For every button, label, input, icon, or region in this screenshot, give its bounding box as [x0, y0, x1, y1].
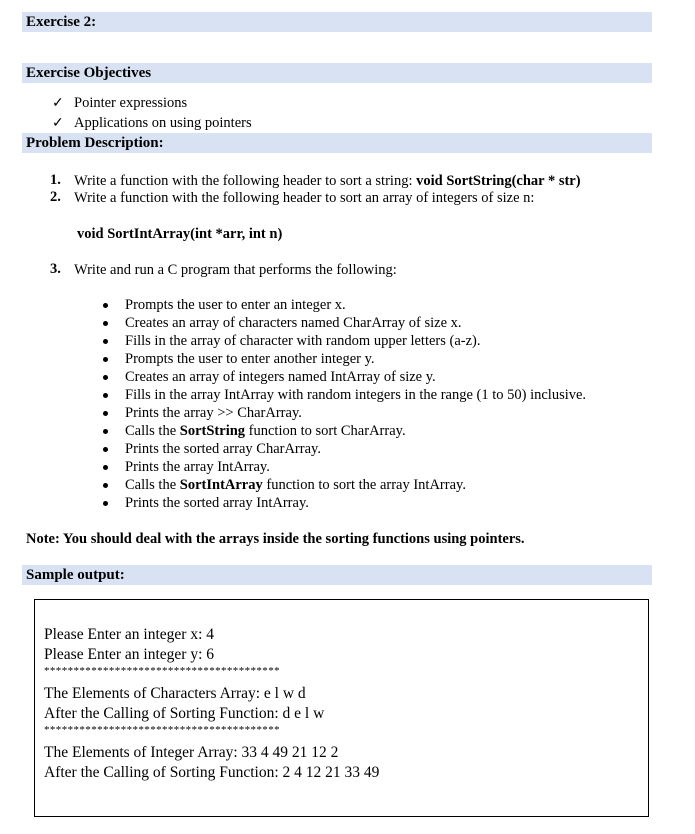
note-text: Note: You should deal with the arrays inside the sorting functions using pointers.	[26, 531, 525, 547]
bullet11-pre: Calls the	[125, 477, 180, 493]
output-line: Please Enter an integer y: 6	[44, 646, 215, 663]
list-number: 1.	[50, 172, 61, 188]
item1-code: void SortString(char * str)	[416, 173, 581, 189]
list-number: 3.	[50, 261, 61, 277]
output-separator: ****************************************	[44, 665, 280, 677]
bullet8-pre: Calls the	[125, 423, 180, 439]
list-item: Prompts the user to enter another integer y.	[125, 351, 375, 367]
bullet-icon	[103, 483, 108, 488]
bullet-icon	[103, 501, 108, 506]
bullet-icon	[103, 465, 108, 470]
list-item: Creates an array of characters named CharArray of size x.	[125, 315, 462, 331]
list-item: Prints the sorted array IntArray.	[125, 495, 309, 511]
bullet-icon	[103, 339, 108, 344]
output-line: After the Calling of Sorting Function: d e l w	[44, 705, 325, 722]
list-item: Prints the sorted array CharArray.	[125, 441, 321, 457]
output-line: Please Enter an integer x: 4	[44, 626, 215, 643]
output-line: The Elements of Integer Array: 33 4 49 21 12 2	[44, 744, 339, 761]
output-separator: ****************************************	[44, 724, 280, 736]
bullet8-function: SortString	[179, 423, 246, 439]
objective-item: Pointer expressions	[74, 95, 188, 111]
list-item	[125, 476, 466, 494]
output-line: After the Calling of Sorting Function: 2 4 12 21 33 49	[44, 764, 380, 781]
problem-item-2: Write a function with the following header to sort an array of integers of size n:	[74, 190, 535, 206]
sortintarray-signature: void SortIntArray(int *arr, int n)	[77, 226, 283, 242]
sample-output-heading: Sample output:	[22, 565, 652, 585]
checkmark-icon: ✓	[52, 116, 64, 131]
bullet-icon	[103, 321, 108, 326]
problem-item-3: Write and run a C program that performs the following:	[74, 262, 397, 278]
bullet-icon	[103, 375, 108, 380]
bullet11-function: SortIntArray	[179, 477, 263, 493]
bullet-icon	[103, 357, 108, 362]
objectives-heading: Exercise Objectives	[22, 63, 652, 83]
bullet8-post: function to sort CharArray.	[245, 423, 406, 439]
problem-item-1	[74, 172, 581, 190]
bullet-icon	[103, 393, 108, 398]
list-number: 2.	[50, 189, 61, 205]
bullet11-post: function to sort the array IntArray.	[262, 477, 466, 493]
checkmark-icon: ✓	[52, 96, 64, 111]
bullet-icon	[103, 447, 108, 452]
list-item: Creates an array of integers named IntArray of size y.	[125, 369, 436, 385]
bullet-icon	[103, 429, 108, 434]
item1-text: Write a function with the following header to sort a string:	[74, 173, 417, 189]
bullet-icon	[103, 411, 108, 416]
list-item: Fills in the array of character with random upper letters (a-z).	[125, 333, 481, 349]
objective-item: Applications on using pointers	[74, 115, 252, 131]
output-line: The Elements of Characters Array: e l w d	[44, 685, 306, 702]
exercise-title: Exercise 2:	[22, 12, 652, 32]
list-item: Fills in the array IntArray with random integers in the range (1 to 50) inclusive.	[125, 387, 587, 403]
list-item: Prints the array >> CharArray.	[125, 405, 302, 421]
bullet-icon	[103, 303, 108, 308]
list-item: Prints the array IntArray.	[125, 459, 270, 475]
list-item: Prompts the user to enter an integer x.	[125, 297, 346, 313]
list-item	[125, 422, 406, 440]
problem-heading: Problem Description:	[22, 133, 652, 153]
